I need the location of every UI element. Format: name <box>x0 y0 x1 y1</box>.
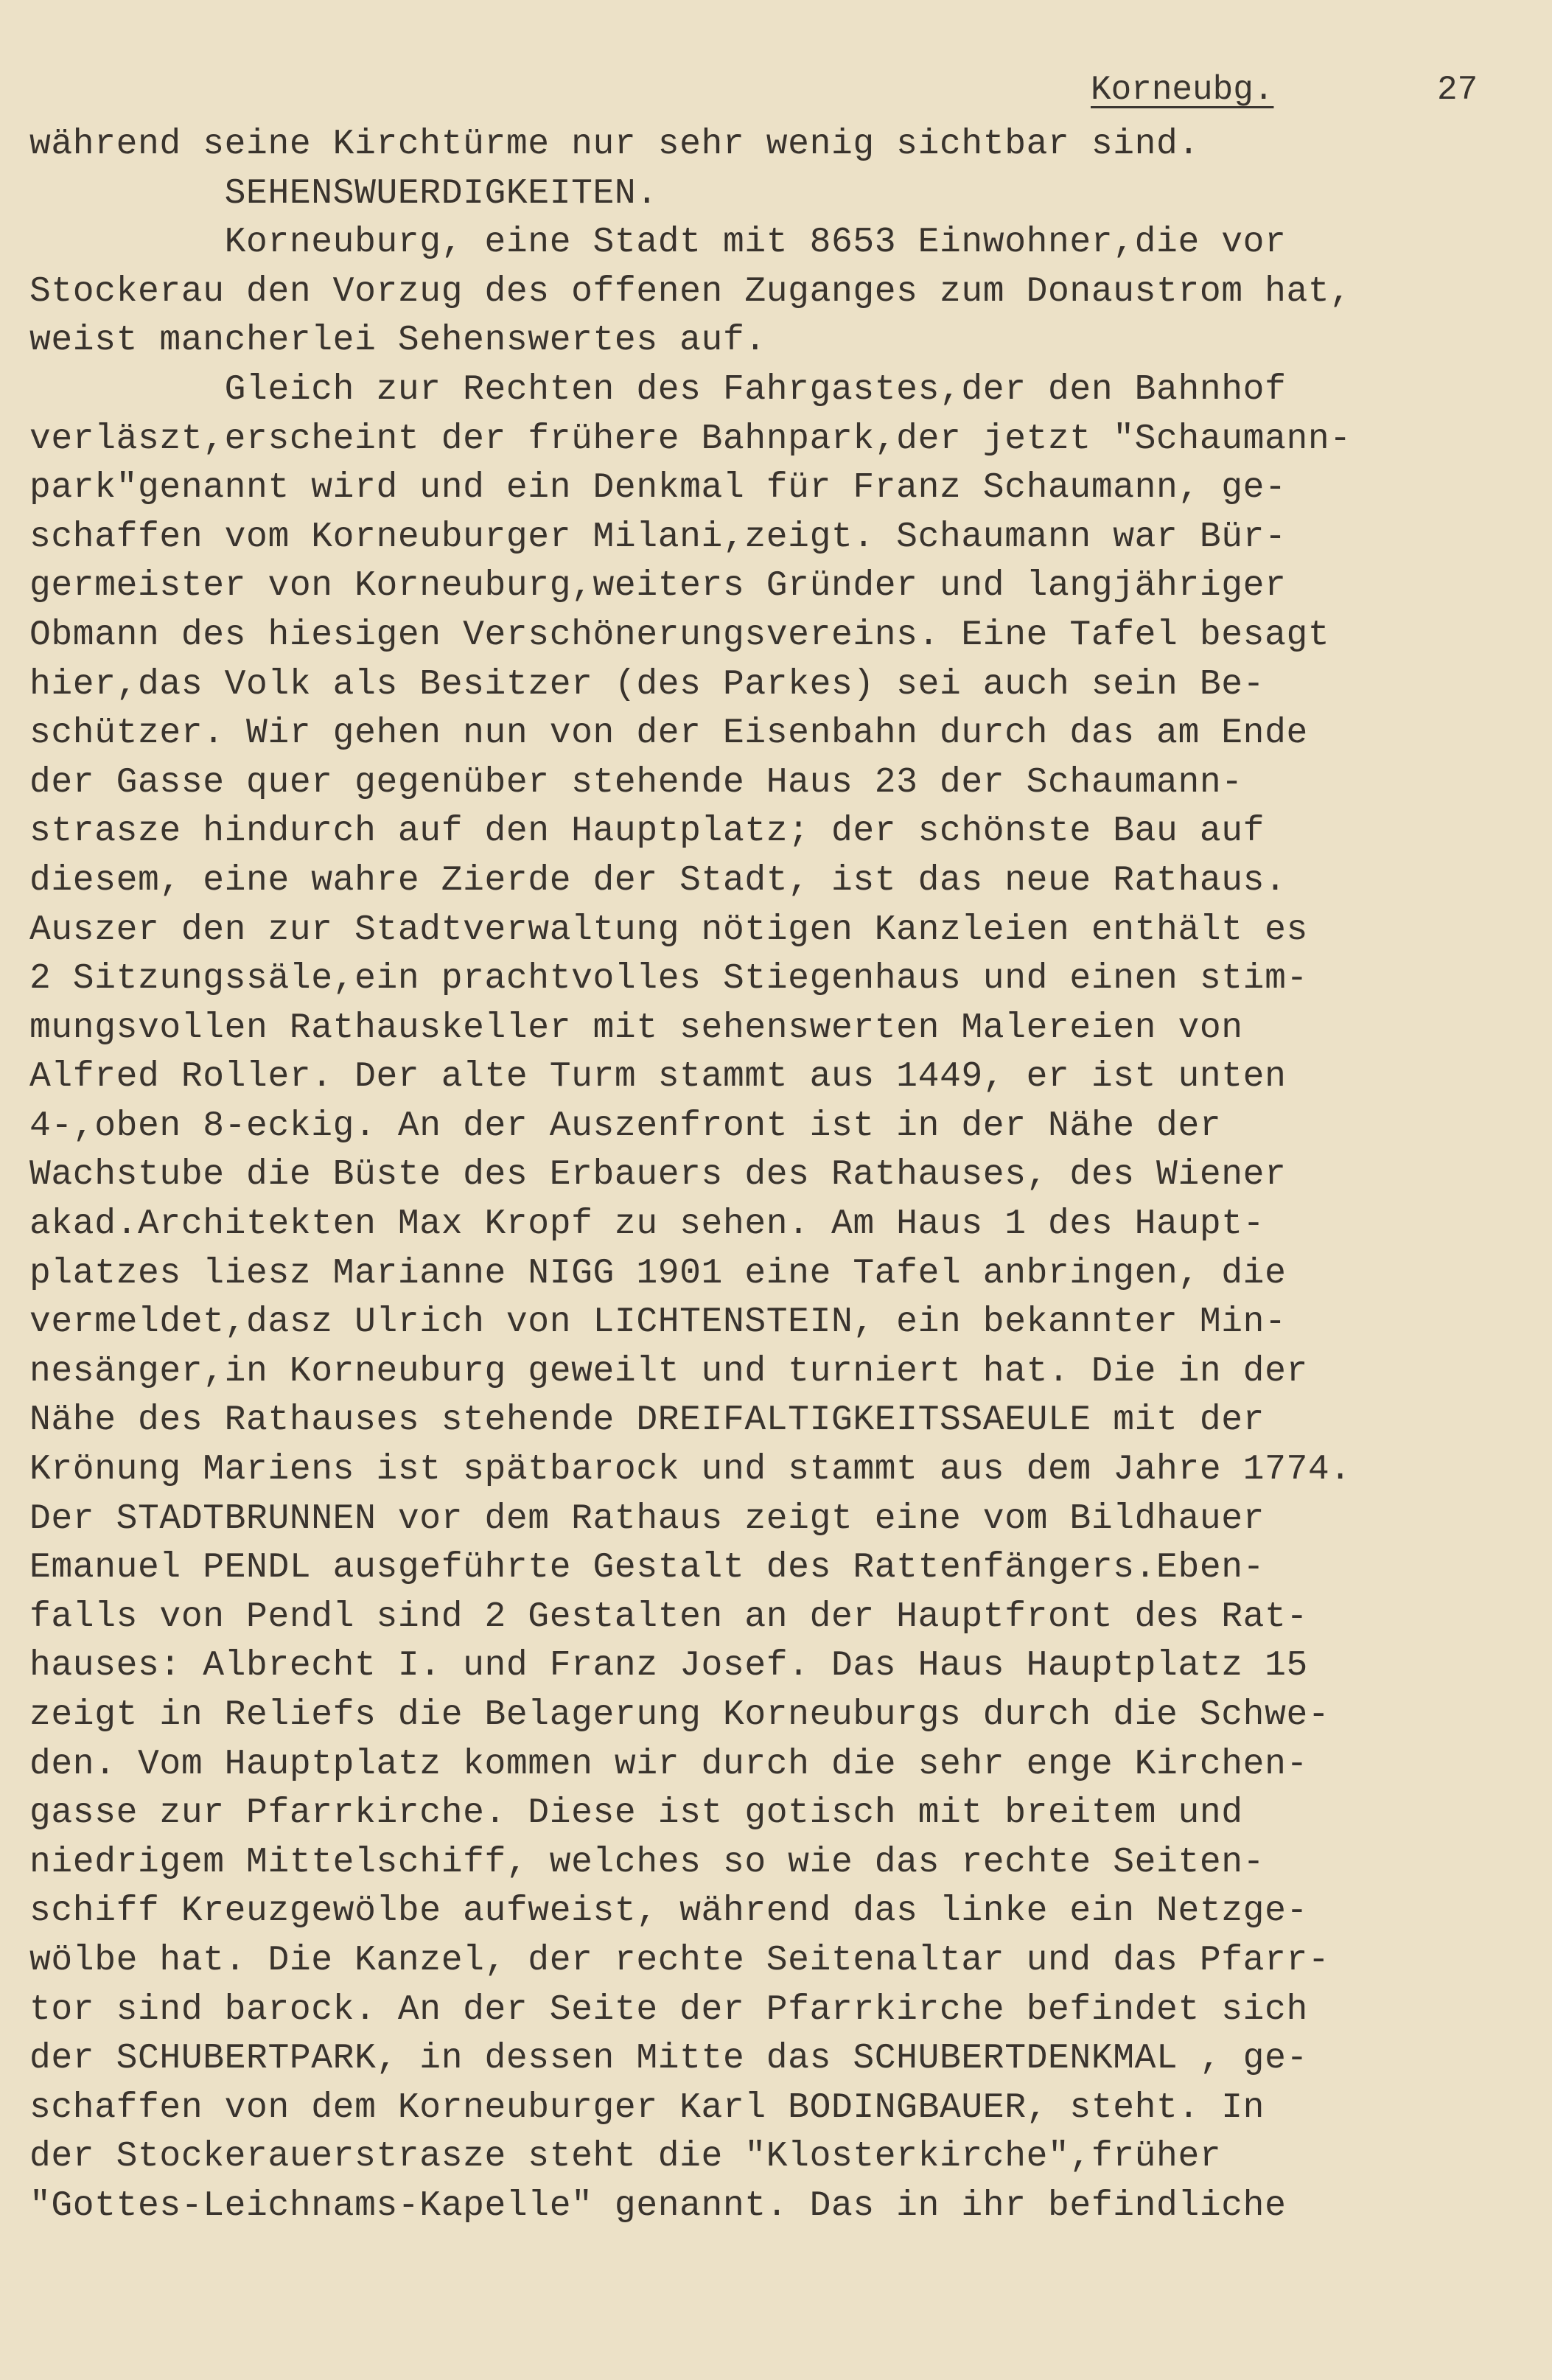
text-line: 4-,oben 8-eckig. An der Auszenfront ist in der Nähe der <box>29 1106 1222 1146</box>
text-line: strasze hindurch auf den Hauptplatz; der schönste Bau auf <box>29 812 1265 852</box>
text-line: park"genannt wird und ein Denkmal für Franz Schaumann, ge- <box>29 468 1287 509</box>
text-line: tor sind barock. An der Seite der Pfarrkirche befindet sich <box>29 1989 1308 2030</box>
text-line: Auszer den zur Stadtverwaltung nötigen Kanzleien enthält es <box>29 910 1308 950</box>
text-line: Emanuel PENDL ausgeführte Gestalt des Rattenfängers.Eben- <box>29 1548 1265 1588</box>
text-line: Wachstube die Büste des Erbauers des Rathauses, des Wiener <box>29 1155 1287 1196</box>
text-line: Der STADTBRUNNEN vor dem Rathaus zeigt eine vom Bildhauer <box>29 1498 1265 1539</box>
text-line: Obmann des hiesigen Verschönerungsvereins. Eine Tafel besagt <box>29 615 1330 655</box>
text-line: der Gasse quer gegenüber stehende Haus 23 der Schaumann- <box>29 762 1243 803</box>
text-line: verläszt,erscheint der frühere Bahnpark,der jetzt "Schaumann- <box>29 419 1352 459</box>
text-line: hauses: Albrecht I. und Franz Josef. Das Haus Hauptplatz 15 <box>29 1646 1308 1686</box>
text-line: hier,das Volk als Besitzer (des Parkes) sei auch sein Be- <box>29 664 1265 705</box>
text-line: gasse zur Pfarrkirche. Diese ist gotisch mit breitem und <box>29 1793 1243 1834</box>
page-body <box>29 120 1533 2231</box>
text-line: SEHENSWUERDIGKEITEN. <box>29 173 658 214</box>
text-line: während seine Kirchtürme nur sehr wenig sichtbar sind. <box>29 125 1200 164</box>
text-line: Alfred Roller. Der alte Turm stammt aus 1449, er ist unten <box>29 1057 1287 1097</box>
text-line: akad.Architekten Max Kropf zu sehen. Am Haus 1 des Haupt- <box>29 1204 1265 1245</box>
text-line: 2 Sitzungssäle,ein prachtvolles Stiegenhaus und einen stim- <box>29 959 1308 999</box>
text-line: nesänger,in Korneuburg geweilt und turniert hat. Die in der <box>29 1351 1308 1392</box>
text-line: falls von Pendl sind 2 Gestalten an der Hauptfront des Rat- <box>29 1596 1308 1637</box>
header-place: Korneubg. <box>1091 71 1274 109</box>
text-line: vermeldet,dasz Ulrich von LICHTENSTEIN, ein bekannter Min- <box>29 1302 1287 1343</box>
text-line: weist mancherlei Sehenswertes auf. <box>29 321 766 361</box>
text-line: mungsvollen Rathauskeller mit sehenswerten Malereien von <box>29 1008 1243 1048</box>
text-line: schützer. Wir gehen nun von der Eisenbahn durch das am Ende <box>29 713 1308 754</box>
text-line: Gleich zur Rechten des Fahrgastes,der den Bahnhof <box>29 369 1287 410</box>
text-line: Stockerau den Vorzug des offenen Zuganges zum Donaustrom hat, <box>29 271 1352 312</box>
text-line: niedrigem Mittelschiff, welches so wie das rechte Seiten- <box>29 1842 1265 1882</box>
text-line: schaffen von dem Korneuburger Karl BODINGBAUER, steht. In <box>29 2087 1265 2128</box>
text-line: zeigt in Reliefs die Belagerung Korneuburgs durch die Schwe- <box>29 1695 1330 1735</box>
text-line: Krönung Mariens ist spätbarock und stammt aus dem Jahre 1774. <box>29 1450 1352 1490</box>
page-number: 27 <box>1437 71 1478 109</box>
text-line: germeister von Korneuburg,weiters Gründer und langjähriger <box>29 566 1287 607</box>
text-line: schaffen vom Korneuburger Milani,zeigt. Schaumann war Bür- <box>29 517 1287 557</box>
text-line: der SCHUBERTPARK, in dessen Mitte das SCHUBERTDENKMAL , ge- <box>29 2039 1308 2079</box>
text-line: "Gottes-Leichnams-Kapelle" genannt. Das in ihr befindliche <box>29 2185 1287 2226</box>
page-header <box>1091 71 1503 122</box>
text-line: Korneuburg, eine Stadt mit 8653 Einwohner,die vor <box>29 223 1287 263</box>
text-line: Nähe des Rathauses stehende DREIFALTIGKEITSSAEULE mit der <box>29 1400 1265 1441</box>
text-line: den. Vom Hauptplatz kommen wir durch die sehr enge Kirchen- <box>29 1744 1308 1784</box>
text-line: der Stockerauerstrasze steht die "Klosterkirche",früher <box>29 2137 1222 2177</box>
text-line: schiff Kreuzgewölbe aufweist, während das linke ein Netzge- <box>29 1891 1308 1932</box>
text-line: diesem, eine wahre Zierde der Stadt, ist das neue Rathaus. <box>29 860 1287 901</box>
text-line: wölbe hat. Die Kanzel, der rechte Seitenaltar und das Pfarr- <box>29 1940 1330 1981</box>
text-line: platzes liesz Marianne NIGG 1901 eine Tafel anbringen, die <box>29 1253 1287 1294</box>
